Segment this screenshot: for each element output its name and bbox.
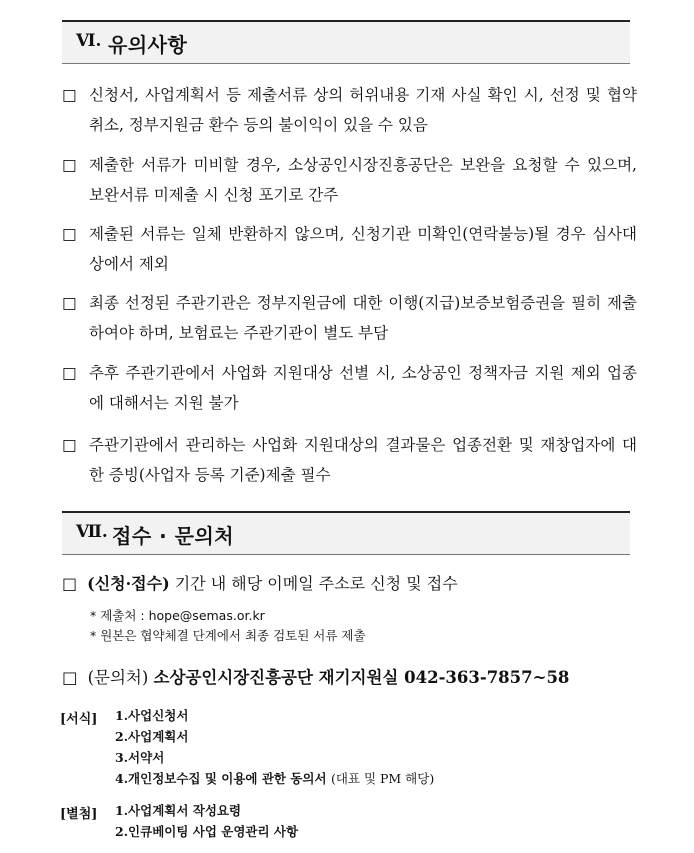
notice-item-2 xyxy=(62,150,637,210)
section-7-title: 접수 · 문의처 xyxy=(112,524,235,548)
notice-text: 추후 주관기관에서 사업화 지원대상 선별 시, 소상공인 정책자금 지원 제외 업종에 대해서는 지원 불가 xyxy=(89,364,637,412)
checkbox-square-icon: □ xyxy=(62,574,78,593)
notice-item-4 xyxy=(62,288,637,348)
section-6-header xyxy=(62,20,630,64)
checkbox-square-icon: □ xyxy=(62,156,77,174)
form-item-4-note: (대표 및 PM 해당) xyxy=(330,771,435,786)
checkbox-square-icon: □ xyxy=(62,294,77,312)
section-7-header xyxy=(62,511,630,555)
notice-item-3 xyxy=(62,219,637,279)
checkbox-square-icon: □ xyxy=(62,86,77,104)
form-item: 3.서약서 xyxy=(115,750,165,765)
form-item: 2.사업계획서 xyxy=(115,729,189,744)
section-7-number: Ⅶ. xyxy=(76,522,108,542)
apply-label: (신청·접수) xyxy=(87,574,170,593)
section-6-number: Ⅵ. xyxy=(76,31,102,51)
checkbox-square-icon: □ xyxy=(62,225,77,243)
forms-list xyxy=(115,705,434,789)
attachments-list xyxy=(115,800,298,842)
form-item: 1.사업신청서 xyxy=(115,708,189,723)
apply-line xyxy=(62,571,458,594)
notice-item-6 xyxy=(62,430,637,490)
section-6-title: 유의사항 xyxy=(108,33,188,57)
checkbox-square-icon: □ xyxy=(62,436,77,454)
original-docs-note: * 원본은 협약체결 단계에서 최종 검토된 서류 제출 xyxy=(90,628,366,643)
checkbox-square-icon: □ xyxy=(62,668,78,687)
notice-text: 제출한 서류가 미비할 경우, 소상공인시장진흥공단은 보완을 요청할 수 있으며, 보완서류 미제출 시 신청 포기로 간주 xyxy=(89,156,637,204)
form-item-4-title: 4.개인정보수집 및 이용에 관한 동의서 xyxy=(115,771,327,786)
checkbox-square-icon: □ xyxy=(62,364,77,382)
attachment-item: 2.인큐베이팅 사업 운영관리 사항 xyxy=(115,824,299,839)
contact-label: (문의처) xyxy=(87,668,149,687)
contact-line xyxy=(62,664,569,688)
attachment-item: 1.사업계획서 작성요령 xyxy=(115,803,242,818)
submit-address-note: * 제출처 : hope@semas.or.kr xyxy=(90,608,265,623)
forms-label: [서식] xyxy=(60,712,98,727)
notice-item-1 xyxy=(62,80,637,140)
notice-item-5 xyxy=(62,358,637,418)
attachments-label: [별첨] xyxy=(60,807,98,822)
contact-text: 소상공인시장진흥공단 재기지원실 042-363-7857~58 xyxy=(153,668,570,687)
notice-text: 제출된 서류는 일체 반환하지 않으며, 신청기관 미확인(연락불능)될 경우 심사대상에서 제외 xyxy=(89,225,637,273)
form-item-4 xyxy=(115,768,434,789)
notice-text: 최종 선정된 주관기관은 정부지원금에 대한 이행(지급)보증보험증권을 필히 제출하여야 하며, 보험료는 주관기관이 별도 부담 xyxy=(89,294,637,342)
notice-text: 주관기관에서 관리하는 사업화 지원대상의 결과물은 업종전환 및 재창업자에 대한 증빙(사업자 등록 기준)제출 필수 xyxy=(89,436,637,484)
apply-text: 기간 내 해당 이메일 주소로 신청 및 접수 xyxy=(174,574,458,593)
notice-text: 신청서, 사업계획서 등 제출서류 상의 허위내용 기재 사실 확인 시, 선정 및 협약 취소, 정부지원금 환수 등의 불이익이 있을 수 있음 xyxy=(89,86,637,134)
